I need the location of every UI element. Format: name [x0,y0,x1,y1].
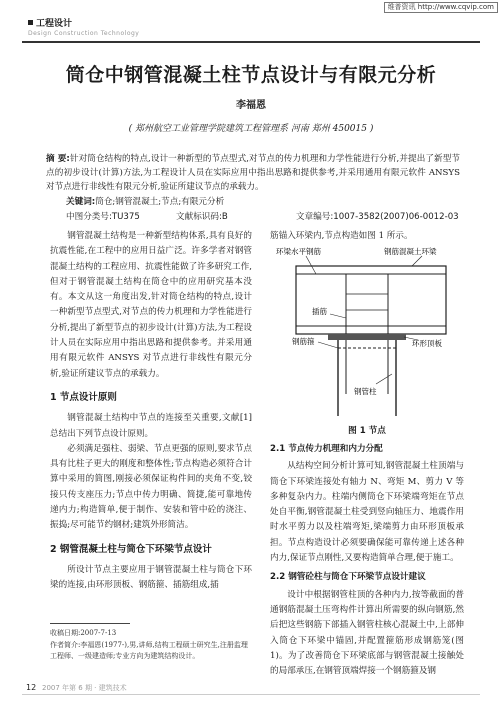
footnote [50,628,254,663]
node-diagram [272,244,462,422]
section-subtitle: Design Construction Technology [28,30,140,37]
author-bio: 作者简介:李福恩(1977-),男,讲师,结构工程硕士研究生,注册监理工程师、一级建造师;专业方向为建筑结构设计。 [50,640,248,661]
keywords-label: 关键词: [66,197,96,207]
left-column [50,229,252,594]
footnote-rule [50,623,130,624]
label-insert-bar: 插筋 [312,307,327,316]
label-ring-rebar: 环梁水平钢筋 [276,247,321,256]
author-name: 李福恩 [236,100,266,111]
classification-line [66,210,459,222]
journal-footer: 2007 年第 6 期 · 建筑技术 [42,684,127,692]
subsection-heading: 2.2 钢管砼柱与筒仓下环梁节点设计建议 [270,572,426,583]
subsection-heading: 2.1 节点传力机理和内力分配 [270,444,383,454]
section-heading-1: 1 节点设计原则 [50,391,117,403]
footer-rule [22,694,480,695]
paragraph: 钢管混凝土结构中节点的连接至关重要,文献[1]总结出下列节点设计原则。 [50,413,252,439]
section-name: 工程设计 [36,19,73,29]
paragraph: 设计中根据钢管柱顶的各种内力,按等截面的普通钢筋混凝土压弯构件计算出所需要的纵向钢筋,然后把这些钢筋下部插入钢管柱核心混凝土中,上部伸入筒仓下环梁中锚固,并配置箍筋形成钢筋笼(图 1)。为了改善筒仓下环梁底部与钢管混凝土接触处的局部承压,在钢管顶端焊接一个钢筋箍及钢 [270,589,464,677]
received-date: 收稿日期:2007-7-13 [50,629,117,637]
paragraph: 所设计节点主要应用于钢管混凝土柱与筒仓下环梁的连接,由环形顶板、钢筋箍、插筋组成,插 [50,564,252,591]
right-column-body [270,438,464,679]
section-heading-2: 2 钢管混凝土柱与筒仓下环梁节点设计 [50,543,212,555]
source-watermark: 维普资讯 http://www.cqvip.com [384,2,498,13]
intro-paragraph: 钢管混凝土结构是一种新型结构体系,具有良好的抗震性能,在工程中的应用日益广泛。许多学者对钢管混凝土结构的工程应用、抗震性能做了许多研究工作,但对于钢管混凝土结构在筒仓中的应用研究基本没有。本文从这一角度出发,针对筒仓结构的特点,设计一种新型节点型式,对节点的传力机理和力学性能进行分析,提出了新型节点的初步设计(计算)方法,为工程设计人员在实际应用中指出思路和提供参考。并采用通用有限元软件 ANSYS 对节点进行非线性有限元分析,验证所建议节点的承载力。 [50,231,252,379]
header-rule [22,41,480,43]
label-hoop: 钢筋箍 [292,337,315,346]
running-header [28,16,139,37]
square-bullet-icon [28,20,33,25]
label-ring-beam: 钢筋混凝土环梁 [384,247,437,256]
section-label [28,16,139,29]
document-code: 文献标识码:B [176,212,228,222]
paper-title: 筒仓中钢管混凝土柱节点设计与有限元分析 [65,64,437,86]
label-column: 钢管柱 [354,387,377,396]
label-top-plate: 环形顶板 [412,339,442,348]
paragraph: 筋锚入环梁内,节点构造如图 1 所示。 [270,231,413,241]
abstract-label: 摘 要: [46,154,70,164]
paragraph: 必须满足强柱、弱梁、节点更强的原则,要求节点具有比柱子更大的刚度和整体性;节点构造必须符合计算中采用的简图,刚接必须保证构件间的夹角不变,铰接只传支座压力;节点中传力明确、简捷,能可靠地传递内力;构造简单,便于制作、安装和管中砼的浇注、振捣;尽可能节约钢材;建筑外形简洁。 [50,443,252,531]
paragraph: 从结构空间分析计算可知,钢管混凝土柱顶端与筒仓下环梁连接处有轴力 N、弯矩 M、剪力 V 等多种复杂内力。柱端内侧筒仓下环梁端弯矩在节点处自平衡,钢管混凝土柱受到竖向轴压力、地震作用时水平剪力以及柱端弯矩,梁端剪力由环形顶板承担。节点构造设计必须要确保能可靠传递上述各种内力,保证节点刚性,又要构造简单合理,便于施工。 [270,461,464,564]
clc-number: 中图分类号:TU375 [66,212,140,222]
ring-top-plate [328,334,406,340]
affiliation: ( 郑州航空工业管理学院建筑工程管理系 河南 郑州 450015 ) [128,124,374,134]
abstract-text: 针对筒仓结构的特点,设计一种新型的节点型式,对节点的传力机理和力学性能进行分析,并提出了新型节点的初步设计(计算)方法,为工程设计人员在实际应用中指出思路和提供参考,并采用通用有限元软件 ANSYS 对节点进行非线性有限元分析,验证所建议节点的承载力。 [46,154,460,192]
figure-caption: 图 1 节点 [348,426,386,436]
keywords-text: 筒仓;钢管混凝土;节点;有限元分析 [95,197,225,207]
right-column [270,229,464,244]
article-number: 文章编号:1007-3582(2007)06-0012-03 [296,212,459,222]
ring-beam-outline [296,266,446,334]
keywords [66,195,224,207]
abstract [46,152,460,194]
page-number: 12 [26,683,37,692]
